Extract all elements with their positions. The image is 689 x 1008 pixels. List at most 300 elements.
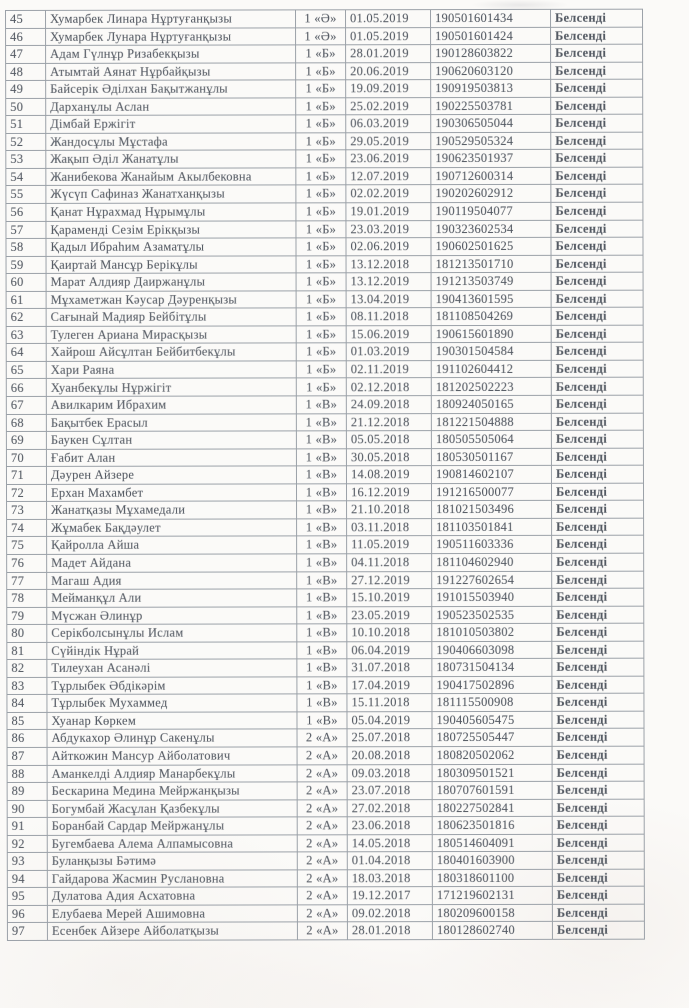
birth-date-cell: 05.04.2019 bbox=[347, 711, 432, 729]
status-cell: Белсенді bbox=[551, 62, 643, 80]
table-row bbox=[7, 711, 644, 730]
class-cell: 1 «Б» bbox=[296, 308, 346, 326]
class-cell: 1 «Б» bbox=[296, 203, 346, 221]
birth-date-cell: 16.12.2019 bbox=[346, 483, 431, 501]
iin-cell: 191015503940 bbox=[432, 588, 552, 606]
row-number-cell: 62 bbox=[6, 309, 46, 327]
status-cell: Белсенді bbox=[551, 307, 643, 325]
table-row bbox=[7, 623, 644, 642]
class-cell: 2 «А» bbox=[297, 922, 347, 940]
row-number-cell: 72 bbox=[6, 484, 46, 502]
table-row bbox=[6, 202, 643, 221]
row-number-cell: 48 bbox=[6, 63, 46, 81]
row-number-cell: 66 bbox=[6, 379, 46, 397]
table-row bbox=[6, 62, 643, 81]
status-cell: Белсенді bbox=[552, 571, 644, 589]
row-number-cell: 92 bbox=[7, 835, 47, 853]
row-number-cell: 90 bbox=[7, 800, 47, 818]
table-row bbox=[6, 413, 643, 432]
student-name-cell: Марат Алдияр Даиржанұлы bbox=[46, 273, 296, 291]
status-cell: Белсенді bbox=[552, 711, 644, 729]
student-name-cell: Айткожин Мансур Айболатович bbox=[47, 747, 297, 765]
row-number-cell: 69 bbox=[6, 432, 46, 450]
status-cell: Белсенді bbox=[551, 343, 643, 361]
status-cell: Белсенді bbox=[552, 764, 644, 782]
table-row bbox=[6, 272, 643, 291]
class-cell: 2 «А» bbox=[297, 834, 347, 852]
student-name-cell: Жүсүп Сафиназ Жанатханқызы bbox=[46, 185, 296, 203]
student-name-cell: Мұхаметжан Кәусар Дәуренқызы bbox=[46, 291, 296, 309]
row-number-cell: 86 bbox=[7, 730, 47, 748]
status-cell: Белсенді bbox=[551, 465, 643, 483]
class-cell: 2 «А» bbox=[297, 817, 347, 835]
class-cell: 1 «В» bbox=[297, 624, 347, 642]
table-row bbox=[7, 834, 644, 853]
row-number-cell: 55 bbox=[6, 186, 46, 204]
status-cell: Белсенді bbox=[552, 904, 644, 922]
iin-cell: 180924050165 bbox=[431, 395, 551, 413]
status-cell: Белсенді bbox=[551, 167, 643, 185]
class-cell: 1 «В» bbox=[297, 606, 347, 624]
iin-cell: 181010503802 bbox=[432, 623, 552, 641]
class-cell: 2 «А» bbox=[297, 870, 347, 888]
table-row bbox=[6, 378, 643, 397]
iin-cell: 181115500908 bbox=[432, 694, 552, 712]
table-row bbox=[6, 97, 643, 116]
table-row bbox=[6, 79, 643, 98]
row-number-cell: 75 bbox=[7, 537, 47, 555]
birth-date-cell: 27.12.2019 bbox=[347, 571, 432, 589]
table-row bbox=[6, 430, 643, 449]
student-list-table bbox=[5, 9, 645, 941]
class-cell: 1 «В» bbox=[297, 641, 347, 659]
class-cell: 1 «В» bbox=[296, 448, 346, 466]
table-row bbox=[7, 922, 644, 941]
class-cell: 1 «В» bbox=[297, 519, 347, 537]
row-number-cell: 84 bbox=[7, 695, 47, 713]
iin-cell: 191227602654 bbox=[432, 571, 552, 589]
iin-cell: 191216500077 bbox=[431, 483, 551, 501]
iin-cell: 190119504077 bbox=[431, 202, 551, 220]
status-cell: Белсенді bbox=[551, 150, 643, 168]
class-cell: 1 «В» bbox=[296, 484, 346, 502]
birth-date-cell: 31.07.2018 bbox=[347, 659, 432, 677]
iin-cell: 190501601434 bbox=[431, 9, 551, 27]
table-row bbox=[7, 571, 644, 590]
row-number-cell: 70 bbox=[6, 449, 46, 467]
birth-date-cell: 14.05.2018 bbox=[347, 834, 432, 852]
class-cell: 1 «Б» bbox=[296, 378, 346, 396]
birth-date-cell: 25.07.2018 bbox=[347, 729, 432, 747]
iin-cell: 181221504888 bbox=[431, 413, 551, 431]
iin-cell: 180530501167 bbox=[431, 448, 551, 466]
row-number-cell: 89 bbox=[7, 782, 47, 800]
birth-date-cell: 12.07.2019 bbox=[346, 168, 431, 186]
student-name-cell: Елубаева Мерей Ашимовна bbox=[47, 905, 297, 923]
table-row bbox=[7, 518, 644, 537]
row-number-cell: 96 bbox=[7, 905, 47, 923]
status-cell: Белсенді bbox=[551, 325, 643, 343]
student-name-cell: Хумарбек Линара Нұртуғанқызы bbox=[46, 10, 296, 28]
iin-cell: 180623501816 bbox=[432, 817, 552, 835]
birth-date-cell: 23.06.2019 bbox=[346, 150, 431, 168]
status-cell: Белсенді bbox=[551, 413, 643, 431]
row-number-cell: 81 bbox=[7, 642, 47, 660]
student-name-cell: Гайдарова Жасмин Руслановна bbox=[47, 870, 297, 888]
birth-date-cell: 11.05.2019 bbox=[347, 536, 432, 554]
iin-cell: 181213501710 bbox=[431, 255, 551, 273]
birth-date-cell: 02.02.2019 bbox=[346, 185, 431, 203]
student-name-cell: Адам Гүлнұр Ризабекқызы bbox=[46, 45, 296, 63]
student-name-cell: Дімбай Ержігіт bbox=[46, 115, 296, 133]
row-number-cell: 53 bbox=[6, 151, 46, 169]
row-number-cell: 46 bbox=[6, 28, 46, 46]
student-name-cell: Тұрлыбек Мухаммед bbox=[47, 694, 297, 712]
table-row bbox=[7, 729, 644, 748]
student-name-cell: Жақып Әділ Жанатұлы bbox=[46, 150, 296, 168]
student-name-cell: Қайролла Айша bbox=[47, 536, 297, 554]
row-number-cell: 57 bbox=[6, 221, 46, 239]
birth-date-cell: 01.03.2019 bbox=[346, 343, 431, 361]
status-cell: Белсенді bbox=[551, 132, 643, 150]
iin-cell: 190814602107 bbox=[431, 466, 551, 484]
table-row bbox=[6, 167, 643, 186]
status-cell: Белсенді bbox=[552, 781, 644, 799]
iin-cell: 180209600158 bbox=[432, 904, 552, 922]
birth-date-cell: 24.09.2018 bbox=[346, 396, 431, 414]
class-cell: 1 «В» bbox=[297, 589, 347, 607]
student-name-cell: Магаш Адия bbox=[47, 571, 297, 589]
status-cell: Белсенді bbox=[552, 641, 644, 659]
birth-date-cell: 04.11.2018 bbox=[347, 554, 432, 572]
birth-date-cell: 09.03.2018 bbox=[347, 764, 432, 782]
status-cell: Белсенді bbox=[551, 220, 643, 238]
row-number-cell: 82 bbox=[7, 660, 47, 678]
status-cell: Белсенді bbox=[552, 816, 644, 834]
iin-cell: 171219602131 bbox=[432, 887, 552, 905]
student-name-cell: Абдукахор Әлинұр Сакенұлы bbox=[47, 729, 297, 747]
row-number-cell: 60 bbox=[6, 274, 46, 292]
student-name-cell: Мейманқұл Али bbox=[47, 589, 297, 607]
status-cell: Белсенді bbox=[551, 202, 643, 220]
row-number-cell: 76 bbox=[7, 554, 47, 572]
status-cell: Белсенді bbox=[551, 448, 643, 466]
iin-cell: 190323602534 bbox=[431, 220, 551, 238]
birth-date-cell: 13.12.2018 bbox=[346, 255, 431, 273]
table-row bbox=[6, 9, 643, 28]
class-cell: 1 «Б» bbox=[296, 62, 346, 80]
class-cell: 1 «Б» bbox=[296, 343, 346, 361]
row-number-cell: 71 bbox=[6, 467, 46, 485]
class-cell: 2 «А» bbox=[297, 747, 347, 765]
status-cell: Белсенді bbox=[551, 79, 643, 97]
class-cell: 2 «А» bbox=[297, 782, 347, 800]
status-cell: Белсенді bbox=[551, 255, 643, 273]
row-number-cell: 68 bbox=[6, 414, 46, 432]
table-row bbox=[7, 816, 644, 835]
table-row bbox=[7, 781, 644, 800]
class-cell: 1 «В» bbox=[296, 413, 346, 431]
row-number-cell: 58 bbox=[6, 239, 46, 257]
table-row bbox=[7, 588, 644, 607]
table-row bbox=[6, 114, 643, 133]
birth-date-cell: 25.02.2019 bbox=[346, 97, 431, 115]
class-cell: 1 «В» bbox=[297, 501, 347, 519]
birth-date-cell: 02.12.2018 bbox=[346, 378, 431, 396]
iin-cell: 190301504584 bbox=[431, 343, 551, 361]
student-name-cell: Қанат Нұрахмад Нұрымұлы bbox=[46, 203, 296, 221]
birth-date-cell: 23.07.2018 bbox=[347, 782, 432, 800]
iin-cell: 190417502896 bbox=[432, 676, 552, 694]
iin-cell: 190919503813 bbox=[431, 80, 551, 98]
table-row bbox=[7, 904, 644, 923]
row-number-cell: 64 bbox=[6, 344, 46, 362]
row-number-cell: 95 bbox=[7, 888, 47, 906]
table-row bbox=[7, 553, 644, 572]
table-row bbox=[6, 483, 643, 502]
table-row bbox=[6, 220, 643, 239]
table-row bbox=[7, 869, 644, 888]
table-row bbox=[7, 693, 644, 712]
student-name-cell: Дарханұлы Аслан bbox=[46, 98, 296, 116]
iin-cell: 181021503496 bbox=[432, 501, 552, 519]
iin-cell: 180309501521 bbox=[432, 764, 552, 782]
class-cell: 2 «А» bbox=[297, 887, 347, 905]
iin-cell: 180731504134 bbox=[432, 659, 552, 677]
class-cell: 1 «Ә» bbox=[296, 10, 346, 28]
table-row bbox=[6, 360, 643, 379]
student-name-cell: Байсерік Әділхан Бақытжанұлы bbox=[46, 80, 296, 98]
row-number-cell: 83 bbox=[7, 677, 47, 695]
status-cell: Белсенді bbox=[551, 114, 643, 132]
iin-cell: 180514604091 bbox=[432, 834, 552, 852]
table-row bbox=[6, 150, 643, 169]
class-cell: 1 «В» bbox=[296, 396, 346, 414]
row-number-cell: 91 bbox=[7, 818, 47, 836]
student-name-cell: Бескарина Медина Мейржанқызы bbox=[47, 782, 297, 800]
table-row bbox=[7, 746, 644, 765]
iin-cell: 181108504269 bbox=[431, 308, 551, 326]
iin-cell: 181202502223 bbox=[431, 378, 551, 396]
student-name-cell: Есенбек Айзере Айболатқызы bbox=[47, 922, 297, 940]
iin-cell: 190712600314 bbox=[431, 167, 551, 185]
table-row bbox=[7, 676, 644, 695]
student-name-cell: Жандосұлы Мұстафа bbox=[46, 133, 296, 151]
table-row bbox=[6, 395, 643, 414]
row-number-cell: 79 bbox=[7, 607, 47, 625]
birth-date-cell: 09.02.2018 bbox=[347, 904, 432, 922]
table-row bbox=[6, 290, 643, 309]
student-name-cell: Бугембаева Алема Алпамысовна bbox=[47, 835, 297, 853]
table-row bbox=[7, 500, 644, 519]
status-cell: Белсенді bbox=[551, 237, 643, 255]
table-row bbox=[7, 606, 644, 625]
row-number-cell: 73 bbox=[7, 502, 47, 520]
iin-cell: 190306505044 bbox=[431, 115, 551, 133]
status-cell: Белсенді bbox=[552, 588, 644, 606]
student-name-cell: Хайрош Айсұлтан Бейбитбекұлы bbox=[46, 343, 296, 361]
class-cell: 1 «Б» bbox=[296, 185, 346, 203]
row-number-cell: 97 bbox=[7, 923, 47, 941]
table-row bbox=[6, 27, 643, 46]
iin-cell: 180505505064 bbox=[431, 430, 551, 448]
row-number-cell: 94 bbox=[7, 870, 47, 888]
class-cell: 1 «Б» bbox=[296, 273, 346, 291]
iin-cell: 190511603336 bbox=[432, 536, 552, 554]
status-cell: Белсенді bbox=[552, 834, 644, 852]
birth-date-cell: 06.03.2019 bbox=[346, 115, 431, 133]
birth-date-cell: 13.04.2019 bbox=[346, 290, 431, 308]
class-cell: 1 «В» bbox=[297, 712, 347, 730]
row-number-cell: 74 bbox=[7, 519, 47, 537]
status-cell: Белсенді bbox=[552, 729, 644, 747]
table-row bbox=[7, 887, 644, 906]
student-name-cell: Богумбай Жасұлан Қазбекұлы bbox=[47, 799, 297, 817]
class-cell: 1 «Б» bbox=[296, 361, 346, 379]
student-name-cell: Бақытбек Ерасыл bbox=[46, 413, 296, 431]
student-name-cell: Хумарбек Лунара Нұртуғанқызы bbox=[46, 27, 296, 45]
row-number-cell: 77 bbox=[7, 572, 47, 590]
row-number-cell: 49 bbox=[6, 81, 46, 99]
student-name-cell: Жұмабек Бақдәулет bbox=[47, 519, 297, 537]
iin-cell: 190202602912 bbox=[431, 185, 551, 203]
row-number-cell: 52 bbox=[6, 133, 46, 151]
class-cell: 1 «Б» bbox=[296, 98, 346, 116]
birth-date-cell: 02.11.2019 bbox=[346, 361, 431, 379]
student-name-cell: Хуанар Көркем bbox=[47, 712, 297, 730]
status-cell: Белсенді bbox=[552, 500, 644, 518]
birth-date-cell: 18.03.2018 bbox=[347, 869, 432, 887]
birth-date-cell: 28.01.2019 bbox=[346, 45, 431, 63]
table-row bbox=[6, 343, 643, 362]
table-row bbox=[6, 307, 643, 326]
birth-date-cell: 01.04.2018 bbox=[347, 852, 432, 870]
status-cell: Белсенді bbox=[551, 483, 643, 501]
status-cell: Белсенді bbox=[552, 658, 644, 676]
class-cell: 1 «В» bbox=[296, 431, 346, 449]
class-cell: 1 «Б» bbox=[296, 80, 346, 98]
iin-cell: 190128603822 bbox=[431, 44, 551, 62]
table-row bbox=[6, 237, 643, 256]
iin-cell: 180227502841 bbox=[432, 799, 552, 817]
table-row bbox=[6, 185, 643, 204]
row-number-cell: 47 bbox=[6, 46, 46, 64]
student-name-cell: Жанатқазы Мұхамедали bbox=[47, 501, 297, 519]
birth-date-cell: 19.01.2019 bbox=[346, 203, 431, 221]
class-cell: 2 «А» bbox=[297, 799, 347, 817]
class-cell: 2 «А» bbox=[297, 852, 347, 870]
table-row bbox=[6, 255, 643, 274]
row-number-cell: 45 bbox=[6, 10, 46, 28]
student-name-cell: Серікболсынұлы Ислам bbox=[47, 624, 297, 642]
birth-date-cell: 10.10.2018 bbox=[347, 624, 432, 642]
iin-cell: 180401603900 bbox=[432, 852, 552, 870]
row-number-cell: 85 bbox=[7, 712, 47, 730]
row-number-cell: 93 bbox=[7, 853, 47, 871]
status-cell: Белсенді bbox=[552, 746, 644, 764]
table-row bbox=[6, 132, 643, 151]
class-cell: 1 «В» bbox=[297, 694, 347, 712]
table-row bbox=[7, 764, 644, 783]
student-list-body bbox=[6, 9, 645, 940]
birth-date-cell: 19.09.2019 bbox=[346, 80, 431, 98]
birth-date-cell: 21.12.2018 bbox=[346, 413, 431, 431]
student-name-cell: Атымтай Аянат Нұрбайқызы bbox=[46, 63, 296, 81]
birth-date-cell: 19.12.2017 bbox=[347, 887, 432, 905]
class-cell: 1 «Б» bbox=[296, 255, 346, 273]
iin-cell: 190405605475 bbox=[432, 711, 552, 729]
iin-cell: 190501601424 bbox=[431, 27, 551, 45]
birth-date-cell: 05.05.2018 bbox=[346, 431, 431, 449]
class-cell: 1 «В» bbox=[297, 659, 347, 677]
iin-cell: 181104602940 bbox=[432, 553, 552, 571]
iin-cell: 191213503749 bbox=[431, 273, 551, 291]
birth-date-cell: 20.08.2018 bbox=[347, 747, 432, 765]
class-cell: 1 «Б» bbox=[296, 115, 346, 133]
birth-date-cell: 15.11.2018 bbox=[347, 694, 432, 712]
class-cell: 1 «Б» bbox=[296, 150, 346, 168]
iin-cell: 180318601100 bbox=[432, 869, 552, 887]
status-cell: Белсенді bbox=[551, 272, 643, 290]
table-row bbox=[7, 658, 644, 677]
status-cell: Белсенді bbox=[552, 606, 644, 624]
row-number-cell: 56 bbox=[6, 203, 46, 221]
table-row bbox=[7, 536, 644, 555]
student-name-cell: Қараменді Сезім Ерікқызы bbox=[46, 220, 296, 238]
status-cell: Белсенді bbox=[552, 851, 644, 869]
class-cell: 2 «А» bbox=[297, 729, 347, 747]
iin-cell: 191102604412 bbox=[431, 360, 551, 378]
birth-date-cell: 02.06.2019 bbox=[346, 238, 431, 256]
status-cell: Белсенді bbox=[551, 44, 643, 62]
row-number-cell: 65 bbox=[6, 361, 46, 379]
student-name-cell: Буланқызы Бәтимә bbox=[47, 852, 297, 870]
row-number-cell: 78 bbox=[7, 589, 47, 607]
iin-cell: 181103501841 bbox=[432, 518, 552, 536]
status-cell: Белсенді bbox=[551, 27, 643, 45]
table-row bbox=[7, 799, 644, 818]
student-name-cell: Қаиртай Мансұр Берікұлы bbox=[46, 256, 296, 274]
birth-date-cell: 13.12.2019 bbox=[346, 273, 431, 291]
student-name-cell: Сүйіндік Нұрай bbox=[47, 642, 297, 660]
status-cell: Белсенді bbox=[551, 97, 643, 115]
status-cell: Белсенді bbox=[552, 676, 644, 694]
row-number-cell: 67 bbox=[6, 396, 46, 414]
status-cell: Белсенді bbox=[552, 623, 644, 641]
birth-date-cell: 01.05.2019 bbox=[346, 10, 431, 28]
student-name-cell: Дәурен Айзере bbox=[46, 466, 296, 484]
class-cell: 1 «Б» bbox=[296, 168, 346, 186]
birth-date-cell: 14.08.2019 bbox=[346, 466, 431, 484]
table-row bbox=[6, 448, 643, 467]
birth-date-cell: 29.05.2019 bbox=[346, 132, 431, 150]
table-row bbox=[6, 325, 643, 344]
student-name-cell: Ерхан Махамбет bbox=[46, 484, 296, 502]
iin-cell: 190225503781 bbox=[431, 97, 551, 115]
row-number-cell: 59 bbox=[6, 256, 46, 274]
table-row bbox=[6, 44, 643, 63]
student-name-cell: Тилеухан Асанәлі bbox=[47, 659, 297, 677]
class-cell: 1 «В» bbox=[297, 536, 347, 554]
class-cell: 1 «В» bbox=[297, 677, 347, 695]
iin-cell: 190406603098 bbox=[432, 641, 552, 659]
birth-date-cell: 06.04.2019 bbox=[347, 641, 432, 659]
birth-date-cell: 23.03.2019 bbox=[346, 220, 431, 238]
student-name-cell: Сағынай Мадияр Бейбітұлы bbox=[46, 308, 296, 326]
status-cell: Белсенді bbox=[550, 9, 642, 27]
student-name-cell: Тұрлыбек Әбдікәрім bbox=[47, 677, 297, 695]
birth-date-cell: 08.11.2018 bbox=[346, 308, 431, 326]
